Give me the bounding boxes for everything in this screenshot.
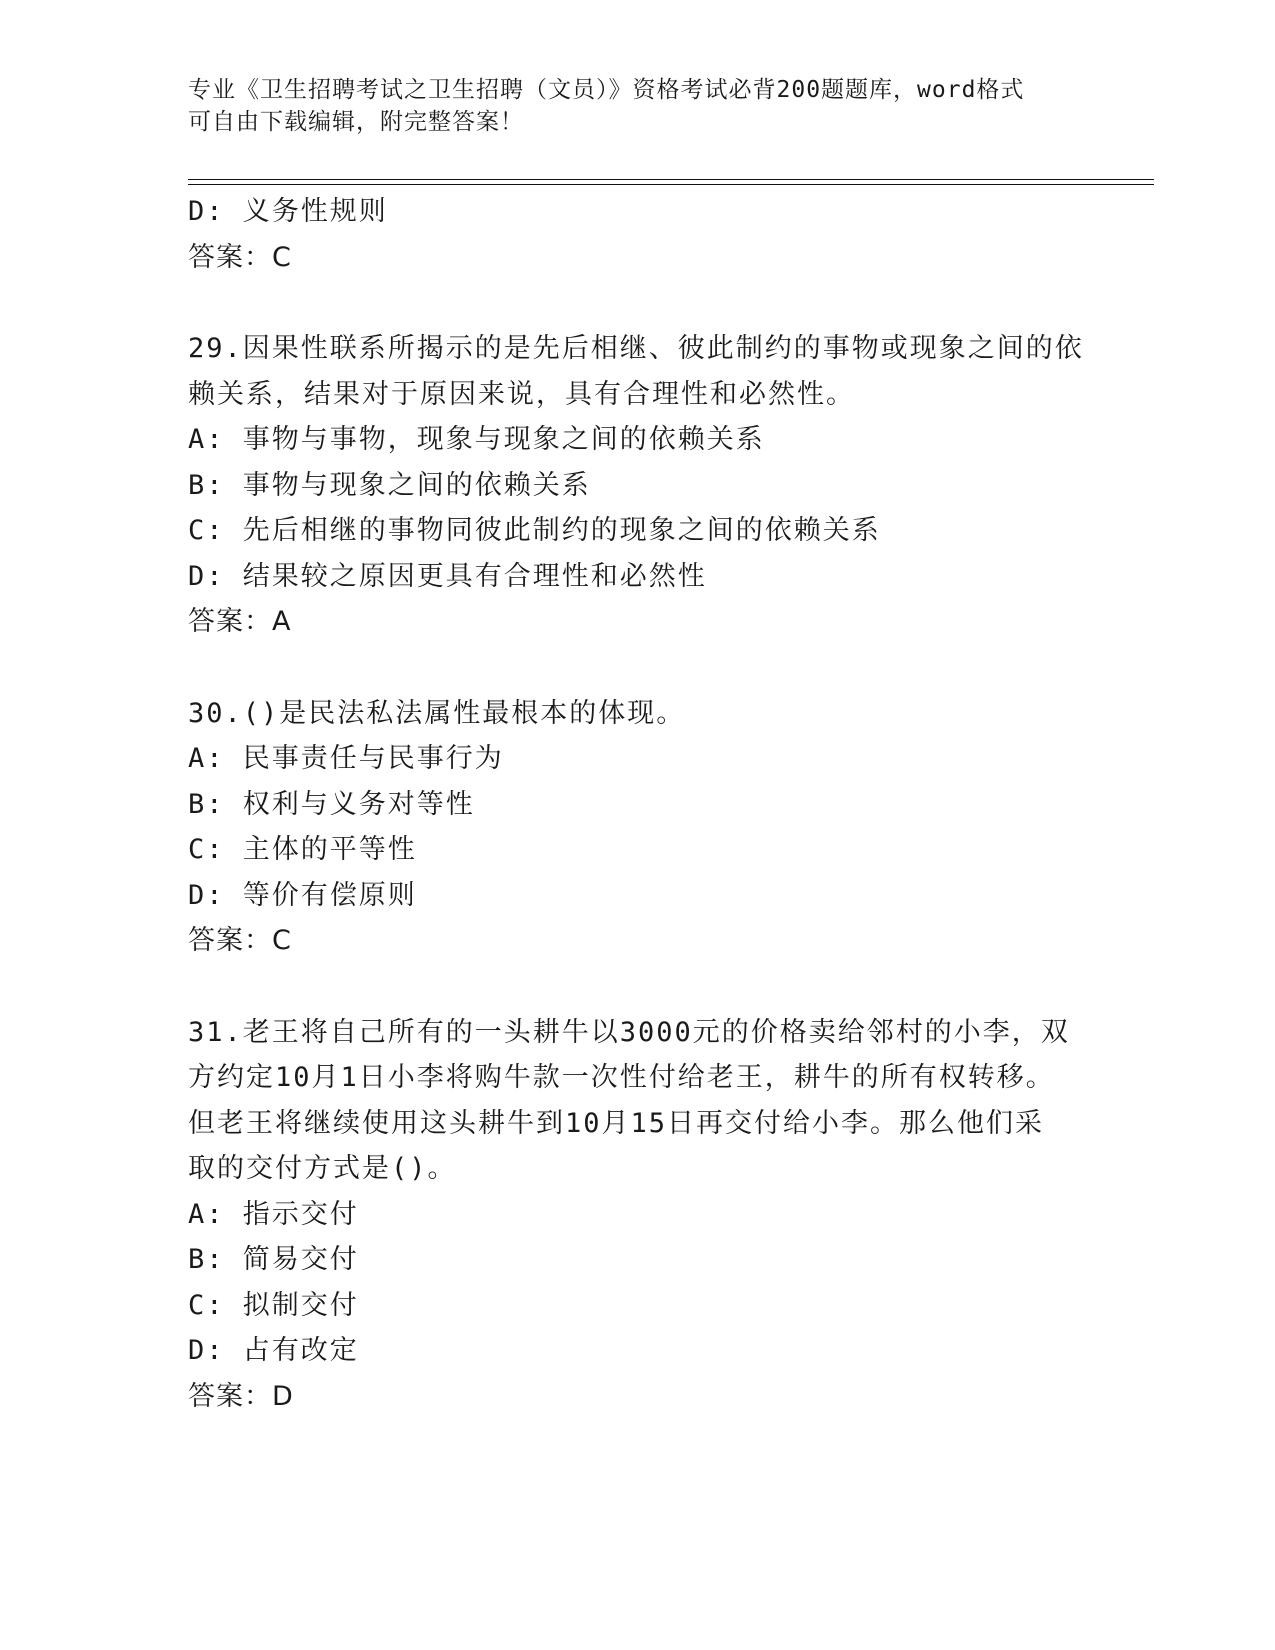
question-text-line: 但老王将继续使用这头耕牛到10月15日再交付给小李。那么他们采 <box>188 1107 1045 1139</box>
header-line-2: 可自由下载编辑，附完整答案！ <box>188 109 524 135</box>
question-list <box>188 189 1088 1419</box>
option-c: C: 先后相继的事物同彼此制约的现象之间的依赖关系 <box>188 515 881 546</box>
header-line-1: 专业《卫生招聘考试之卫生招聘（文员）》资格考试必背200题题库，word格式 <box>188 77 1025 103</box>
option-b: B: 事物与现象之间的依赖关系 <box>188 469 591 501</box>
answer-line: 答案：C <box>188 241 292 273</box>
spacer <box>188 645 1088 691</box>
option-c: C: 拟制交付 <box>188 1289 359 1321</box>
question-text-line: 方约定10月1日小李将购牛款一次性付给老王，耕牛的所有权转移。 <box>188 1062 1055 1093</box>
question-29 <box>188 326 1088 645</box>
spacer <box>188 964 1088 1010</box>
previous-question-tail <box>188 189 1088 280</box>
spacer <box>188 280 1088 326</box>
option-d: D: 结果较之原因更具有合理性和必然性 <box>188 560 707 592</box>
document-header <box>188 74 1068 138</box>
answer-line: 答案：C <box>188 925 292 956</box>
option-d: D: 占有改定 <box>188 1335 359 1366</box>
header-divider-bottom <box>188 184 1154 185</box>
option-d: D: 等价有偿原则 <box>188 879 417 911</box>
question-30 <box>188 691 1088 964</box>
option-d: D: 义务性规则 <box>188 196 388 227</box>
question-text-line: 赖关系，结果对于原因来说，具有合理性和必然性。 <box>188 378 855 410</box>
question-text-line: 取的交付方式是()。 <box>188 1153 457 1184</box>
answer-line: 答案：D <box>188 1380 294 1412</box>
option-b: B: 简易交付 <box>188 1244 359 1275</box>
option-a: A: 事物与事物，现象与现象之间的依赖关系 <box>188 424 765 455</box>
option-a: A: 民事责任与民事行为 <box>188 743 504 774</box>
header-divider-top <box>188 179 1154 180</box>
question-text-line: 29.因果性联系所揭示的是先后相继、彼此制约的事物或现象之间的依 <box>188 333 1084 364</box>
question-text-line: 31.老王将自己所有的一头耕牛以3000元的价格卖给邻村的小李，双 <box>188 1016 1070 1048</box>
option-b: B: 权利与义务对等性 <box>188 788 475 820</box>
answer-line: 答案：A <box>188 606 292 637</box>
option-a: A: 指示交付 <box>188 1198 359 1230</box>
option-c: C: 主体的平等性 <box>188 834 417 865</box>
question-31 <box>188 1010 1088 1420</box>
question-text-line: 30.()是民法私法属性最根本的体现。 <box>188 697 686 729</box>
